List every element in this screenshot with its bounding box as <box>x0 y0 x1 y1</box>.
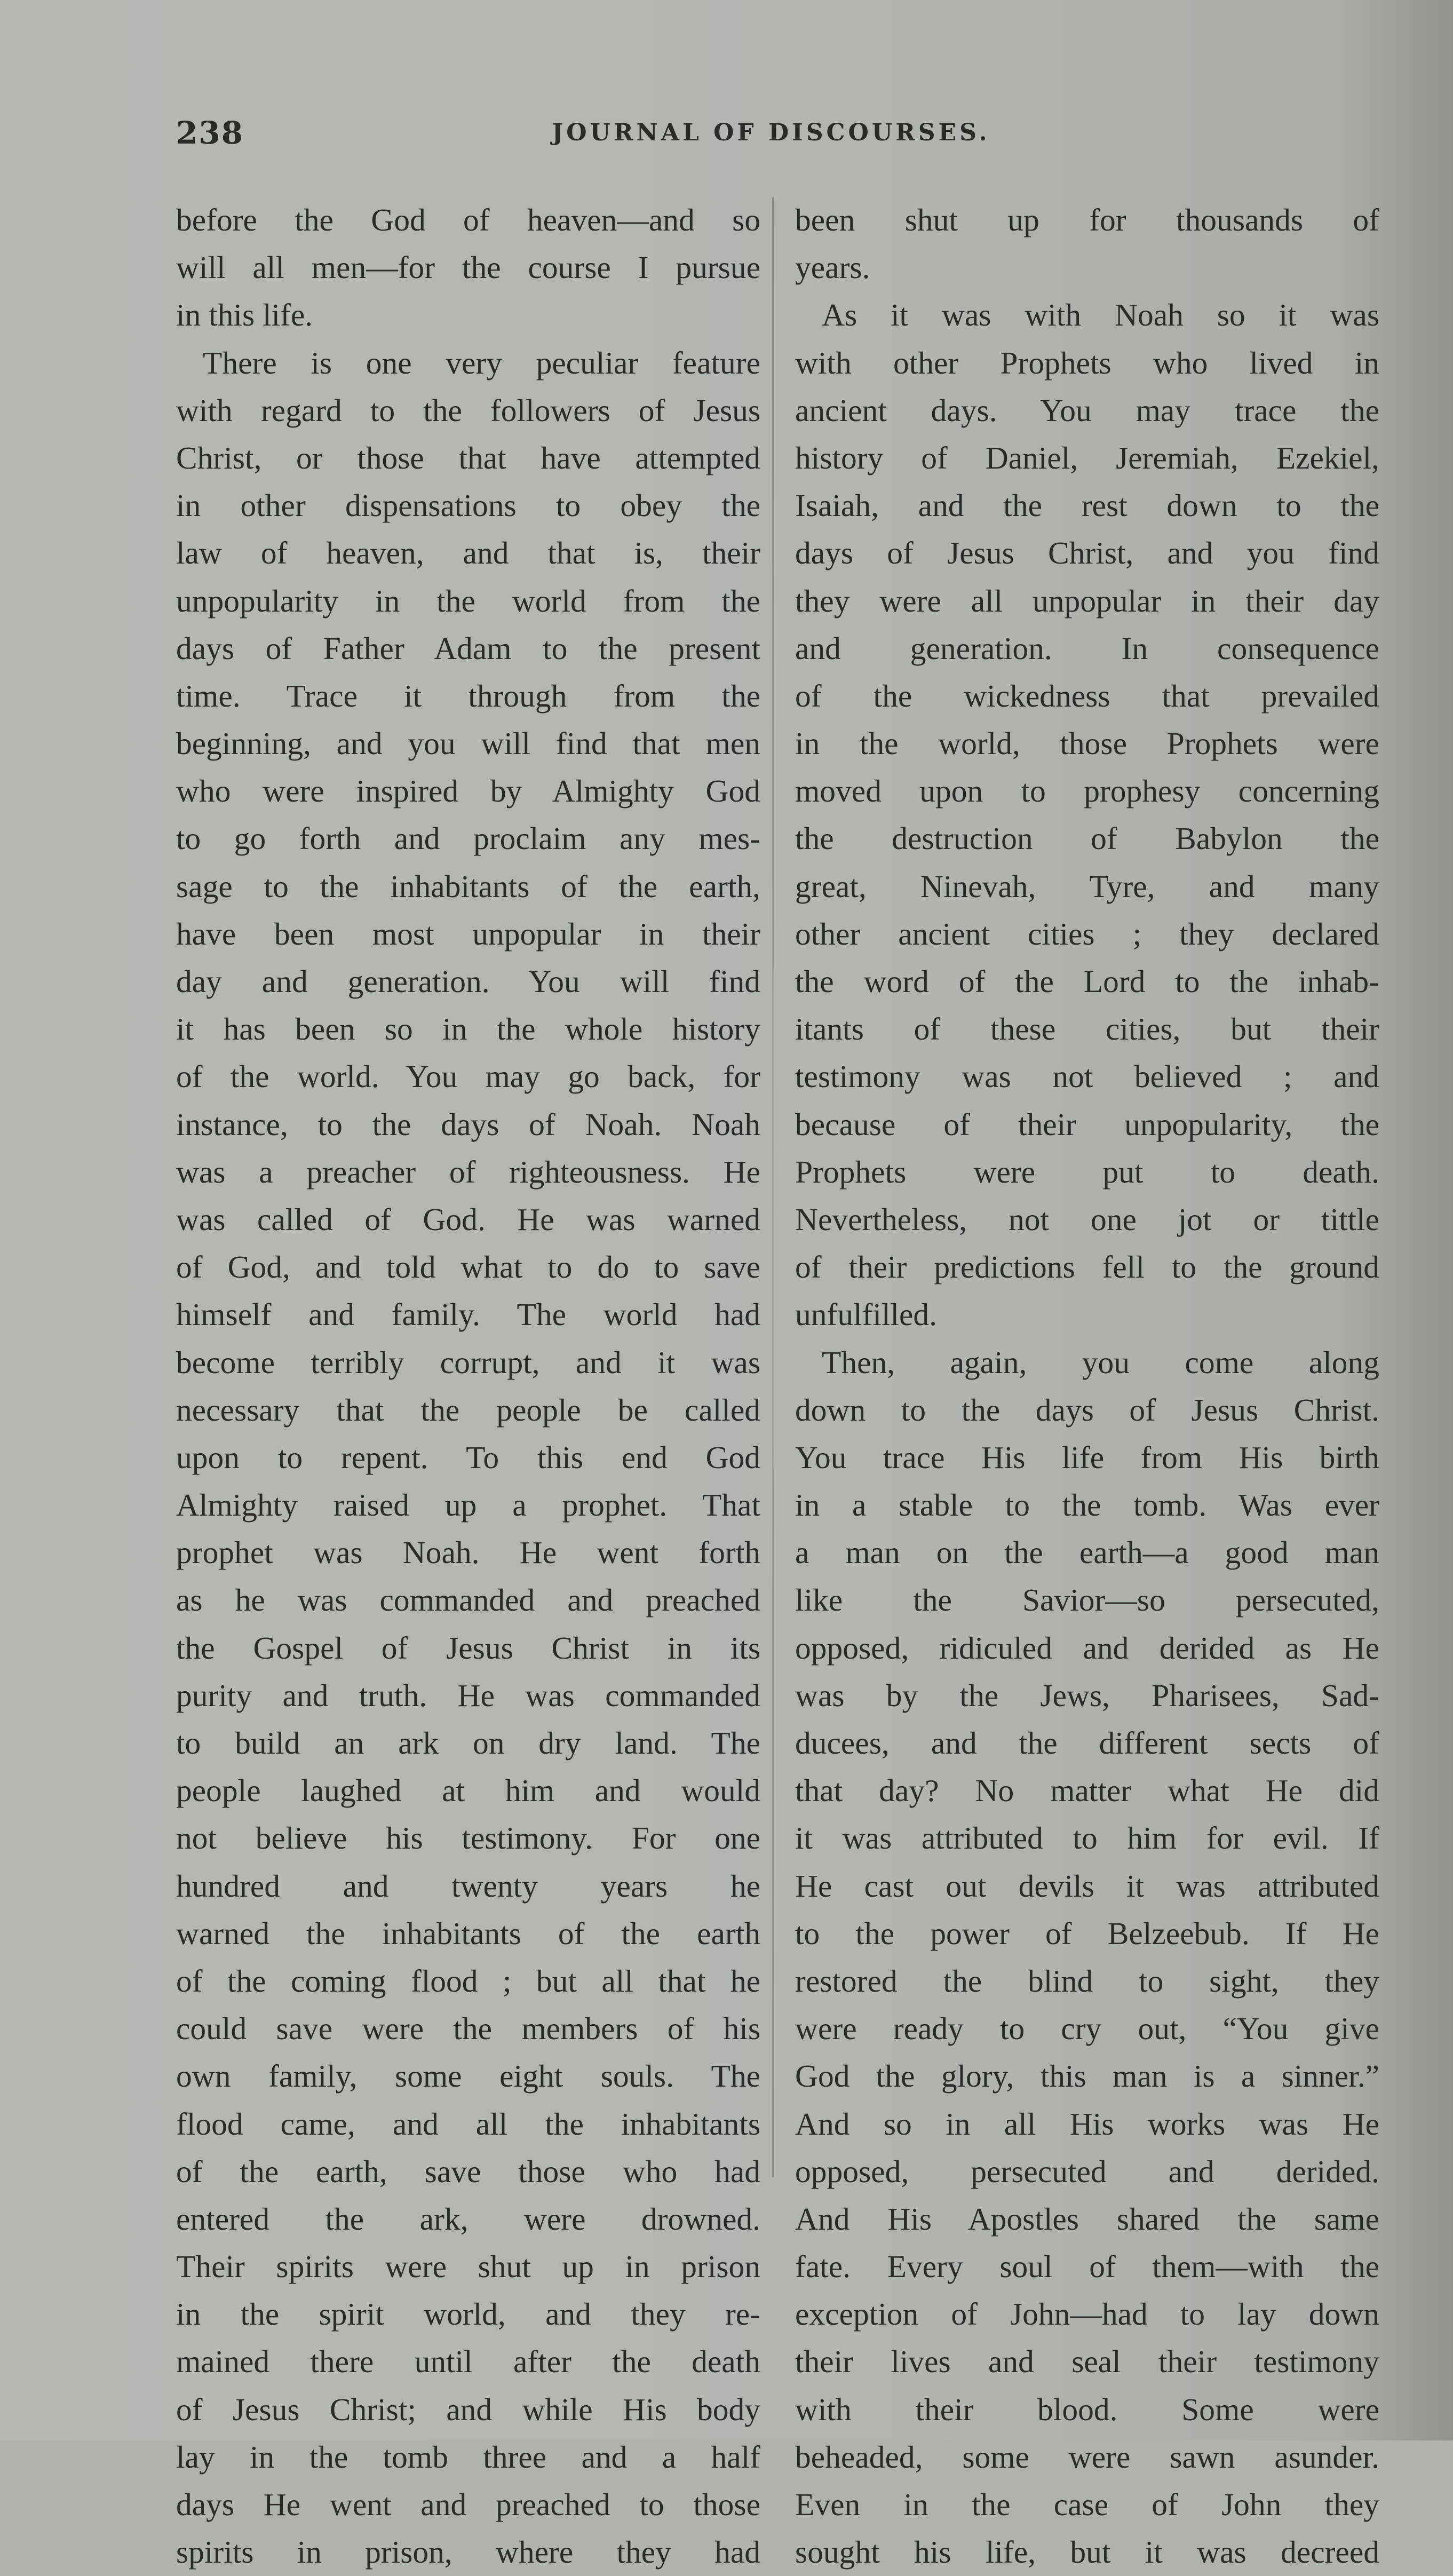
text-line: And His Apostles shared the same <box>795 2201 1379 2237</box>
text-line: lay in the tomb three and a half <box>176 2439 760 2475</box>
text-line: it has been so in the whole history <box>176 1011 760 1047</box>
text-line: with their blood. Some were <box>795 2391 1379 2427</box>
text-line: down to the days of Jesus Christ. <box>795 1392 1379 1428</box>
text-line: in a stable to the tomb. Was ever <box>795 1487 1379 1523</box>
text-line: mained there until after the death <box>176 2344 760 2380</box>
text-line: have been most unpopular in their <box>176 916 760 952</box>
text-line: itants of these cities, but their <box>795 1011 1379 1047</box>
text-line: to the power of Belzeebub. If He <box>795 1915 1379 1951</box>
text-line: and generation. In consequence <box>795 630 1379 666</box>
text-line: become terribly corrupt, and it was <box>176 1344 760 1380</box>
text-line: like the Savior—so persecuted, <box>795 1582 1379 1618</box>
text-line: himself and family. The world had <box>176 1297 760 1333</box>
text-line: testimony was not believed ; and <box>795 1059 1379 1095</box>
text-line: time. Trace it through from the <box>176 678 760 714</box>
text-line: unpopularity in the world from the <box>176 583 760 619</box>
text-line: of the wickedness that prevailed <box>795 678 1379 714</box>
text-line: exception of John—had to lay down <box>795 2296 1379 2332</box>
text-line: the destruction of Babylon the <box>795 821 1379 857</box>
text-line: days of Father Adam to the present <box>176 630 760 666</box>
text-line: entered the ark, were drowned. <box>176 2201 760 2237</box>
text-line: beginning, and you will find that men <box>176 726 760 762</box>
left-column <box>176 196 760 2576</box>
column-divider <box>772 197 774 2177</box>
text-line: Nevertheless, not one jot or tittle <box>795 1201 1379 1237</box>
text-line: to build an ark on dry land. The <box>176 1725 760 1761</box>
text-line: will all men—for the course I pursue <box>176 250 760 286</box>
text-line: sought his life, but it was decreed <box>795 2534 1379 2570</box>
text-line: of Jesus Christ; and while His body <box>176 2391 760 2427</box>
right-column <box>795 196 1379 2576</box>
text-line: was by the Jews, Pharisees, Sad- <box>795 1677 1379 1713</box>
text-line: purity and truth. He was commanded <box>176 1677 760 1713</box>
text-line: fate. Every soul of them—with the <box>795 2249 1379 2285</box>
text-line: years. <box>795 250 870 286</box>
text-line: other ancient cities ; they declared <box>795 916 1379 952</box>
text-line: with regard to the followers of Jesus <box>176 392 760 428</box>
text-line: the Gospel of Jesus Christ in its <box>176 1630 760 1666</box>
text-line: own family, some eight souls. The <box>176 2058 760 2094</box>
text-line: been shut up for thousands of <box>795 202 1379 237</box>
text-line: God the glory, this man is a sinner.” <box>795 2058 1379 2094</box>
text-line: of their predictions fell to the ground <box>795 1249 1379 1285</box>
text-line: the word of the Lord to the inhab- <box>795 964 1379 999</box>
text-line: You trace His life from His birth <box>795 1439 1379 1475</box>
text-line: as he was commanded and preached <box>176 1582 760 1618</box>
text-line: flood came, and all the inhabitants <box>176 2106 760 2142</box>
text-line: unfulfilled. <box>795 1297 938 1333</box>
text-line: a man on the earth—a good man <box>795 1535 1379 1571</box>
text-line: Isaiah, and the rest down to the <box>795 488 1379 524</box>
text-line: of the coming flood ; but all that he <box>176 1963 760 1999</box>
text-line: beheaded, some were sawn asunder. <box>795 2439 1379 2475</box>
text-line: in other dispensations to obey the <box>176 488 760 524</box>
text-line: before the God of heaven—and so <box>176 202 760 237</box>
text-line: Prophets were put to death. <box>795 1154 1379 1190</box>
text-line: He cast out devils it was attributed <box>795 1868 1379 1904</box>
running-title: JOURNAL OF DISCOURSES. <box>552 119 990 146</box>
text-line: As it was with Noah so it was <box>822 297 1379 333</box>
text-line: it was attributed to him for evil. If <box>795 1820 1379 1856</box>
text-line: of the earth, save those who had <box>176 2153 760 2189</box>
text-line: upon to repent. To this end God <box>176 1439 760 1475</box>
text-line: opposed, ridiculed and derided as He <box>795 1630 1379 1666</box>
text-line: could save were the members of his <box>176 2011 760 2047</box>
text-line: to go forth and proclaim any mes- <box>176 821 760 857</box>
text-line: not believe his testimony. For one <box>176 1820 760 1856</box>
text-line: Almighty raised up a prophet. That <box>176 1487 760 1523</box>
text-line: in this life. <box>176 297 313 333</box>
text-line: spirits in prison, where they had <box>176 2534 760 2570</box>
page-number: 238 <box>176 115 244 151</box>
text-line: And so in all His works was He <box>795 2106 1379 2142</box>
text-line: that day? No matter what He did <box>795 1773 1379 1809</box>
text-line: days of Jesus Christ, and you find <box>795 535 1379 571</box>
text-line: were ready to cry out, “You give <box>795 2011 1379 2047</box>
text-line: warned the inhabitants of the earth <box>176 1915 760 1951</box>
text-line: in the spirit world, and they re- <box>176 2296 760 2332</box>
text-line: law of heaven, and that is, their <box>176 535 760 571</box>
text-line: Then, again, you come along <box>822 1344 1379 1380</box>
text-line: Christ, or those that have attempted <box>176 440 760 475</box>
text-line: their lives and seal their testimony <box>795 2344 1379 2380</box>
text-line: hundred and twenty years he <box>176 1868 760 1904</box>
text-line: necessary that the people be called <box>176 1392 760 1428</box>
text-line: with other Prophets who lived in <box>795 345 1379 381</box>
text-line: great, Ninevah, Tyre, and many <box>795 868 1379 904</box>
text-line: opposed, persecuted and derided. <box>795 2153 1379 2189</box>
text-line: was called of God. He was warned <box>176 1201 760 1237</box>
text-line: moved upon to prophesy concerning <box>795 773 1379 809</box>
text-line: Even in the case of John they <box>795 2487 1379 2522</box>
text-line: restored the blind to sight, they <box>795 1963 1379 1999</box>
text-line: they were all unpopular in their day <box>795 583 1379 619</box>
text-line: Their spirits were shut up in prison <box>176 2249 760 2285</box>
text-line: prophet was Noah. He went forth <box>176 1535 760 1571</box>
text-line: of the world. You may go back, for <box>176 1059 760 1095</box>
text-line: days He went and preached to those <box>176 2487 760 2522</box>
page-header <box>176 115 1366 163</box>
text-line: who were inspired by Almighty God <box>176 773 760 809</box>
text-line: ancient days. You may trace the <box>795 392 1379 428</box>
text-line: was a preacher of righteousness. He <box>176 1154 760 1190</box>
text-line: day and generation. You will find <box>176 964 760 999</box>
text-line: people laughed at him and would <box>176 1773 760 1809</box>
text-line: sage to the inhabitants of the earth, <box>176 868 760 904</box>
text-line: of God, and told what to do to save <box>176 1249 760 1285</box>
text-line: ducees, and the different sects of <box>795 1725 1379 1761</box>
text-line: because of their unpopularity, the <box>795 1106 1379 1142</box>
text-line: in the world, those Prophets were <box>795 726 1379 762</box>
text-line: history of Daniel, Jeremiah, Ezekiel, <box>795 440 1379 475</box>
text-line: There is one very peculiar feature <box>203 345 760 381</box>
text-line: instance, to the days of Noah. Noah <box>176 1106 760 1142</box>
